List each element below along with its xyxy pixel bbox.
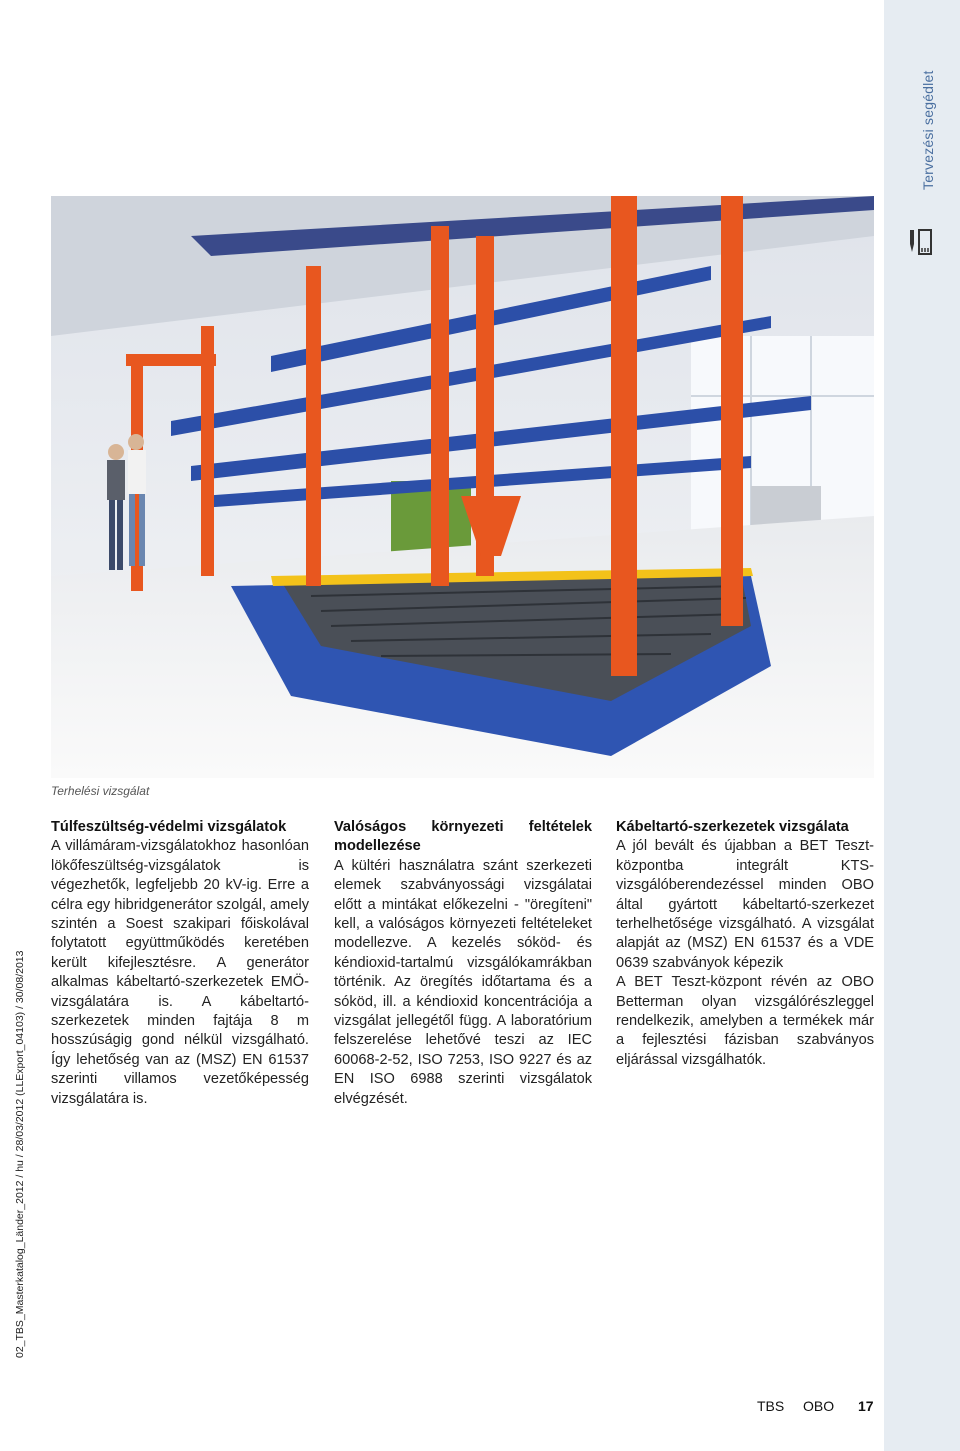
column-heading: Kábeltartó-szerkezetek vizsgálata: [616, 819, 849, 835]
figure-caption: Terhelési vizsgálat: [51, 784, 150, 798]
print-slug: 02_TBS_Masterkatalog_Länder_2012 / hu / 28/03/2012 (LLExport_04103) / 30/08/2013: [14, 950, 26, 1358]
column-2: [334, 818, 592, 1109]
column-body: A kültéri használatra szánt szerkezeti elemek szabványossági vizsgálatai előtt a mintákat előkezelni - "öregíteni" kell, a valóságos környezeti feltételeket modellezve. A kezelés sóköd- és kéndioxid-tartalmú vizsgálókamrákban történik. Az öregítés időtartama és a sóköd, ill. a kéndioxid koncentrációja a vizsgálat jellegétől függ. A laboratórium felszerelése lehetővé teszi az IEC 60068-2-52, ISO 7253, ISO 9227 és az EN ISO 6988 szerinti vizsgálatok elvégzését.: [334, 857, 592, 1107]
column-heading: Valóságos környezeti feltételek modellezése: [334, 819, 592, 855]
column-heading: Túlfeszültség-védelmi vizsgálatok: [51, 819, 287, 835]
lab-photo: [51, 196, 874, 778]
footer-brand-tbs: TBS: [757, 1398, 785, 1414]
column-1: [51, 818, 309, 1109]
column-body: A villámáram-vizsgálatokhoz hasonlóan lökőfeszültség-vizsgálatok is végezhetők, legfeljebb 20 kV-ig. Erre a célra egy hibridgenerátor szolgál, amely szintén a Soest szakipari főiskolával folytatott együttműködés keretében került kifejlesztésre. A generátor alkalmas kábeltartó-szerkezetek EMÖ-vizsgálatára is. A kábeltartó-szerkezetek minden fajtája 8 m hosszúságig gond nélkül vizsgálható. Így lehetőség van az (MSZ) EN 61537 szerinti villamos vezetőképesség vizsgálatára is.: [51, 838, 309, 1107]
ruler-tools-icon: [907, 228, 933, 256]
side-tab: [884, 0, 960, 1451]
footer-brand-obo: OBO: [803, 1398, 835, 1414]
column-body: A BET Teszt-központ révén az OBO Betterman olyan vizsgálórészleggel rendelkezik, amelyben a termékek már a fejlesztési fázisban szabványos eljárással vizsgálhatók.: [616, 974, 874, 1068]
column-body: A jól bevált és újabban a BET Teszt-központba integrált KTS-vizsgálóberendezéssel minden OBO által gyártott kábeltartó-szerkezet terhelhetősége vizsgálható. A vizsgálat alapját az (MSZ) EN 61537 és a VDE 0639 szabványok képezik: [616, 838, 874, 971]
section-title: Tervezési segédlet: [920, 70, 936, 190]
column-3: [616, 818, 874, 1070]
page-number: 17: [858, 1398, 874, 1414]
